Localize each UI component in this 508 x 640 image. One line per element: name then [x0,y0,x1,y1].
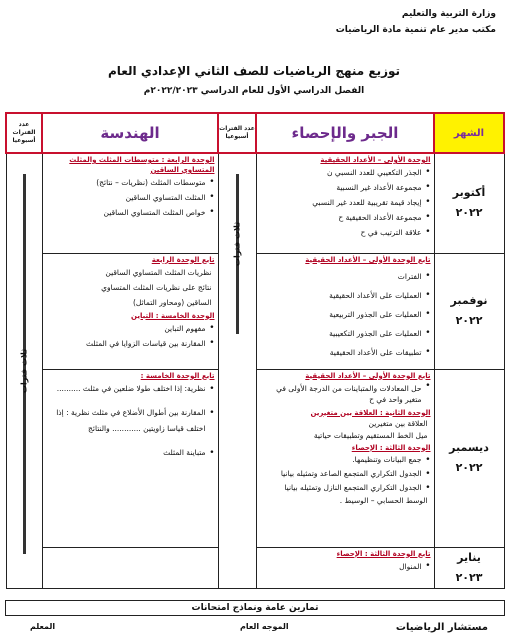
list-item: • المقارنة بين قياسات الزوايا في المثلث [45,336,206,351]
list-item: • جمع البيانات وتنظيمها. [259,453,422,467]
office-name: مكتب مدير عام تنمية مادة الرياضيات [335,25,496,35]
unit-title: تابع الوحدة الخامسة : [140,371,215,380]
document-title: توزيع منهج الرياضيات للصف الثاني الإعدادي العام [107,64,401,78]
list-item: • العمليات على الجذور التكعيبية [259,324,422,343]
periods-label: ثلاث فترات [19,348,29,393]
list-item: • متوسطات المثلث (نظريات – نتائج) [45,175,206,190]
unit-title: تابع الوحدة الأولى – الأعداد الحقيقية [305,371,431,380]
year-label: ٢٠٢٢ [455,314,483,327]
list-item: • الجدول التكراري المتجمع النازل وتمثيله بيانيا [259,481,422,495]
list-item: • الفترات [259,267,422,286]
list-item: • المثلث المتساوي الساقين [45,190,206,205]
text-line: نظريات المثلث المتساوي الساقين [105,267,212,277]
signature-teacher: المعلم [30,622,56,631]
list-item: • الجدول التكراري المتجمع الصاعد وتمثيله بيانيا [259,467,422,481]
list-item: • حل المعادلات والمتباينات من الدرجة الأولى في متغير واحد في ح [259,381,422,407]
geometry-header: الهندسة [42,113,218,153]
month-cell [434,369,504,547]
text-line: الوسط الحسابي – الوسيط . [339,495,428,505]
month-label: أكتوبر [452,186,486,200]
text-line: العلاقة بين متغيرين [368,418,428,428]
month-header: الشهر [434,113,504,153]
list-item: • المنوال [259,559,422,574]
geometry-cell [42,153,218,253]
curriculum-table [5,112,505,589]
document-subtitle: الفصل الدراسي الأول للعام الدراسي ٢٠٢٢/٢٠٢٣م [143,86,365,96]
text-line: ميل الخط المستقيم وتطبيقات حياتية [313,430,428,440]
list-item: • العمليات على الجذور التربيعية [259,305,422,324]
list-item: • المقارنة بين أطوال الأضلاع في مثلث نظرية : إذا اختلف قياسا زاويتين ............ والنتائج [45,405,206,445]
algebra-periods-cell [218,153,256,588]
algebra-cell [256,153,434,253]
footer-row: تمارين عامة ونماذج امتحانات [5,600,505,616]
list-item: • مجموعة الأعداد الحقيقية ح [259,210,422,225]
unit-title: الوحدة الثانية : العلاقة بين متغيرين [310,408,431,417]
algebra-periods-header: عدد الفترات أسبوعيا [218,113,256,153]
list-item: • مجموعة الأعداد غير النسبية [259,180,422,195]
signature-advisor: مستشار الرياضيات [395,622,488,633]
unit-title: الوحدة الرابعة : متوسطات المثلث والمثلث المتساوي الساقين [69,156,215,174]
table-row [6,153,504,253]
year-label: ٢٠٢٢ [455,461,483,474]
geometry-cell [42,253,218,369]
list-item: • علاقة الترتيب في ح [259,225,422,240]
month-label: ديسمبر [449,441,489,454]
month-cell [434,153,504,253]
unit-title: تابع الوحدة الثالثة : الإحصاء [336,549,431,558]
list-item: • خواص المثلث المتساوي الساقين [45,205,206,220]
unit-title: الوحدة الأولى – الأعداد الحقيقية [320,156,431,164]
text-line: الساقين (ومحاور التماثل) [132,297,212,307]
unit-title: الوحدة الخامسة : التباين [131,311,215,320]
list-item: • متباينة المثلث [45,445,206,461]
unit-title: تابع الوحدة الأولى – الأعداد الحقيقية [305,255,431,264]
unit-title: تابع الوحدة الرابعة [151,255,215,264]
list-item: • تطبيقات على الأعداد الحقيقية [259,343,422,362]
geometry-cell [42,369,218,547]
geometry-periods-header: عدد الفترات أسبوعيا [6,113,42,153]
geometry-cell [42,547,218,588]
algebra-header: الجبر والإحصاء [256,113,434,153]
signature-supervisor: الموجه العام [240,622,289,631]
year-label: ٢٠٢٢ [455,206,483,220]
table-header-row [6,113,504,153]
year-label: ٢٠٢٣ [455,570,483,584]
periods-label: ثلاث فترات [232,221,242,267]
algebra-cell [256,253,434,369]
text-line: نتائج على نظريات المثلث المتساوي [101,282,212,292]
list-item: • العمليات على الأعداد الحقيقية [259,286,422,305]
list-item: • نظرية: إذا اختلف طولا ضلعين في مثلث .......... [45,381,206,405]
algebra-cell [256,547,434,588]
geometry-periods-cell [6,153,42,588]
month-label: نوفمبر [450,294,488,307]
unit-title: الوحدة الثالثة : الإحصاء [351,443,431,452]
month-cell [434,547,504,588]
list-item: • الجذر التكعيبي للعدد النسبي ن [259,165,422,180]
month-label: يناير [457,550,481,564]
ministry-name: وزارة التربية والتعليم [401,9,496,19]
month-cell [434,253,504,369]
algebra-cell [256,369,434,547]
list-item: • إيجاد قيمة تقريبية للعدد غير النسبي [259,195,422,210]
list-item: • مفهوم التباين [45,321,206,336]
